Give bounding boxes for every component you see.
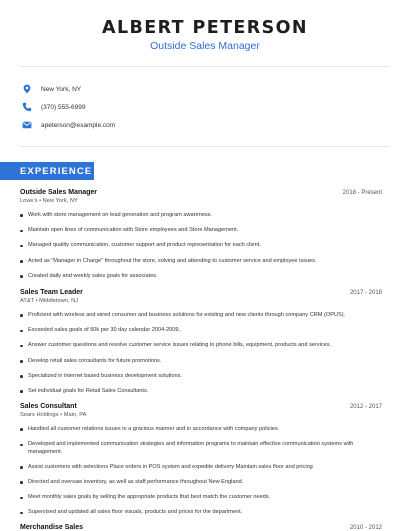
list-item: Specialized in internet based business development solutions. — [20, 373, 382, 380]
list-item: Meet monthly sales goals by selling the appropriate products that best match the customer needs. — [20, 494, 382, 501]
job-dates: 2018 - Present — [342, 190, 382, 196]
contact-phone — [22, 100, 85, 114]
list-item: Maintain open lines of communication with Store employees and Store Management. — [20, 227, 382, 234]
header-divider — [20, 66, 390, 67]
experience-heading: EXPERIENCE — [0, 162, 94, 180]
job-role: Outside Sales Manager — [150, 40, 260, 52]
job-title: Sales Consultant — [20, 403, 77, 410]
list-item: Acted as "Manager in Charge" throughout the store, solving and attending to customer service and employee issues. — [20, 258, 382, 265]
job-entry — [20, 189, 382, 288]
list-item: Developed and implemented communication strategies and information programs to maintain effective communication systems with management. — [20, 441, 382, 456]
job-entry — [20, 289, 382, 403]
job-dates: 2012 - 2017 — [349, 404, 382, 410]
envelope-icon — [22, 120, 32, 130]
email-text: apeterson@example.com — [41, 121, 116, 129]
location-pin-icon — [22, 84, 32, 94]
list-item: Handled all customer relations issues in a gracious manner and in accordance with company policies. — [20, 426, 382, 433]
list-item: Supervised and updated all sales floor visuals, products and prices for the department. — [20, 509, 382, 516]
contact-location — [22, 82, 81, 96]
job-dates: 2017 - 2018 — [349, 290, 382, 296]
job-dates: 2010 - 2012 — [349, 525, 382, 531]
list-item: Develop retail sales consultants for future promotions. — [20, 358, 382, 365]
list-item: Work with store management on lead generation and program awareness. — [20, 212, 382, 219]
list-item: Answer customer questions and resolve customer service issues relating to phone bills, equipment, products and services. — [20, 342, 382, 349]
candidate-name: ALBERT PETERSON — [102, 18, 308, 38]
list-item: Exceeded sales goals of 50k per 30 day calendar 2004-2009.. — [20, 327, 382, 334]
job-company: Sears Holdings • Main, PA — [20, 412, 87, 418]
job-entry — [20, 403, 382, 525]
list-item: Directed and oversaw inventory, as well as staff performance throughout New England. — [20, 479, 382, 486]
job-title: Outside Sales Manager — [20, 189, 98, 196]
list-item: Assist customers with selections Place orders in POS system and expedite delivery Maintain sales floor and pricing — [20, 464, 382, 471]
list-item: Set individual goals for Retail Sales Consultants. — [20, 388, 382, 395]
contact-divider — [20, 146, 390, 147]
contact-email — [22, 118, 115, 132]
phone-text: (370) 555-6999 — [41, 103, 86, 111]
list-item: Managed quality communication, customer support and product representation for each client. — [20, 242, 382, 249]
job-title: Sales Team Leader — [20, 289, 83, 296]
job-title: Merchandise Sales — [20, 524, 84, 531]
list-item: Created daily and weekly sales goals for associates. — [20, 273, 382, 280]
phone-icon — [22, 102, 32, 112]
location-text: New York, NY — [41, 85, 82, 93]
job-company: AT&T • Middletown, NJ — [20, 298, 79, 304]
list-item: Proficient with wireless and wired consumer and business solutions for existing and new clients through company CRM (OPUS). — [20, 312, 382, 319]
job-company: Lowe's • New York, NY — [20, 198, 78, 204]
